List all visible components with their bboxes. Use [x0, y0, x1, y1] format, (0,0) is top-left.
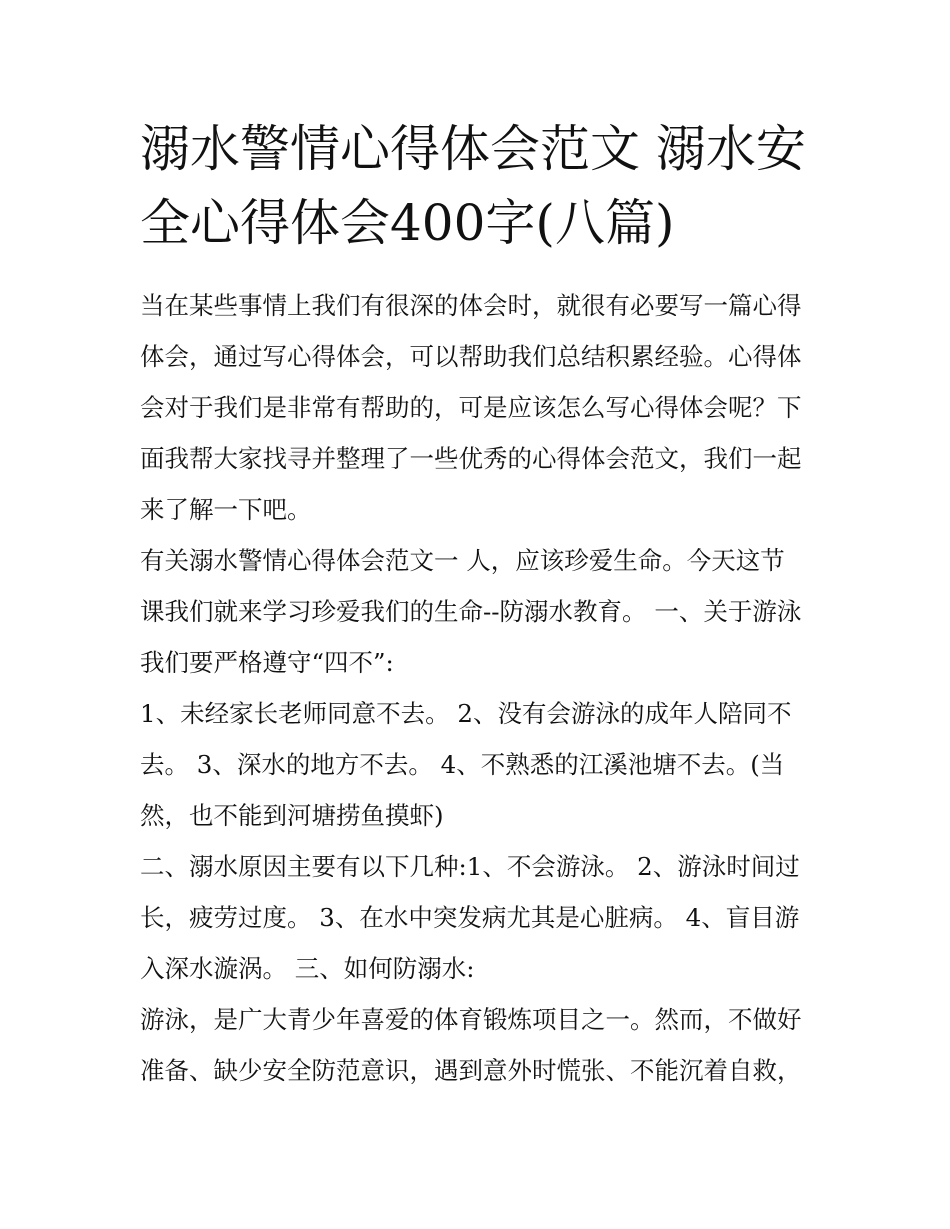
text-line: 二、溺水原因主要有以下几种:1、不会游泳。 2、游泳时间过: [140, 852, 800, 881]
text-line: 会对于我们是非常有帮助的，可是应该怎么写心得体会呢？下: [140, 393, 802, 422]
paragraph-causes: [140, 841, 815, 994]
text-line: 我们要严格遵守“四不”:: [140, 648, 394, 677]
text-line: 有关溺水警情心得体会范文一 人，应该珍爱生命。今天这节: [140, 546, 785, 575]
document-body: [140, 280, 815, 1096]
text-line: 去。 3、深水的地方不去。 4、不熟悉的江溪池塘不去。(当: [140, 750, 785, 779]
document-title: [140, 112, 815, 260]
text-line: 长，疲劳过度。 3、在水中突发病尤其是心脏病。 4、盲目游: [140, 903, 800, 932]
paragraph-four-rules: [140, 688, 815, 841]
text-line: 体会，通过写心得体会，可以帮助我们总结积累经验。心得体: [140, 342, 802, 371]
text-line: 面我帮大家找寻并整理了一些优秀的心得体会范文，我们一起: [140, 444, 802, 473]
paragraph-swimming: [140, 994, 815, 1096]
text-line: 准备、缺少安全防范意识，遇到意外时慌张、不能沉着自救，: [140, 1056, 802, 1085]
document-page: [140, 112, 815, 1096]
text-line: 来了解一下吧。: [140, 495, 312, 524]
title-line: 全心得体会400字(八篇): [140, 194, 675, 252]
text-line: 当在某些事情上我们有很深的体会时，就很有必要写一篇心得: [140, 291, 802, 320]
text-line: 然，也不能到河塘捞鱼摸虾): [140, 801, 444, 830]
text-line: 游泳，是广大青少年喜爱的体育锻炼项目之一。然而，不做好: [140, 1005, 802, 1034]
text-line: 课我们就来学习珍爱我们的生命--防溺水教育。 一、关于游泳: [140, 597, 802, 626]
title-line: 溺水警情心得体会范文 溺水安: [140, 120, 806, 178]
text-line: 1、未经家长老师同意不去。 2、没有会游泳的成年人陪同不: [140, 699, 792, 728]
paragraph-essay-one: [140, 535, 815, 688]
text-line: 入深水漩涡。 三、如何防溺水:: [140, 954, 475, 983]
paragraph-intro: [140, 280, 815, 535]
